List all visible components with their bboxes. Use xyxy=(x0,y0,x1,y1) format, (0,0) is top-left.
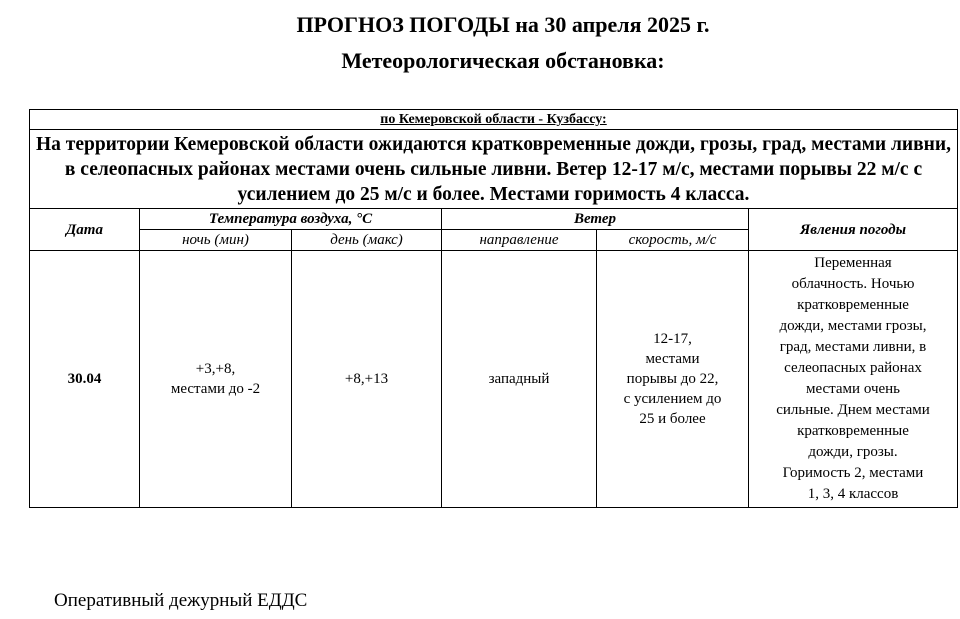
header-phenomena: Явления погоды xyxy=(749,209,958,251)
forecast-table xyxy=(29,109,958,508)
cell-day-temp: +8,+13 xyxy=(292,251,442,508)
header-wind: Ветер xyxy=(442,209,749,230)
region-label: по Кемеровской области - Кузбассу: xyxy=(30,110,958,130)
header-temperature: Температура воздуха, °С xyxy=(140,209,442,230)
header-night: ночь (мин) xyxy=(140,230,292,251)
page-title: ПРОГНОЗ ПОГОДЫ на 30 апреля 2025 г. xyxy=(296,12,710,37)
cell-wind-direction: западный xyxy=(442,251,597,508)
duty-officer-label: Оперативный дежурный ЕДДС xyxy=(54,590,308,611)
summary-row xyxy=(30,130,958,209)
page-subtitle: Метеорологическая обстановка: xyxy=(341,48,665,73)
header-row xyxy=(30,209,958,230)
table-row xyxy=(30,251,958,508)
header-direction: направление xyxy=(442,230,597,251)
header-speed: скорость, м/с xyxy=(597,230,749,251)
header-day: день (макс) xyxy=(292,230,442,251)
cell-phenomena: Переменная облачность. Ночью кратковременные дожди, местами грозы, град, местами ливни, в селеопасных районах местами очень сильные. Днем местами кратковременные дожди, грозы. Горимость 2, местами 1, 3, 4 классов xyxy=(749,251,958,508)
forecast-summary: На территории Кемеровской области ожидаются кратковременные дожди, грозы, град, местами ливни, в селеопасных районах местами очень сильные ливни. Ветер 12-17 м/с, местами порывы 22 м/с с усилением до 25 м/с и более. Местами горимость 4 класса. xyxy=(30,130,958,209)
cell-wind-speed: 12-17, местами порывы до 22, с усилением до 25 и более xyxy=(597,251,749,508)
region-row xyxy=(30,110,958,130)
header-date: Дата xyxy=(30,209,140,251)
cell-night-temp: +3,+8, местами до -2 xyxy=(140,251,292,508)
cell-date: 30.04 xyxy=(30,251,140,508)
